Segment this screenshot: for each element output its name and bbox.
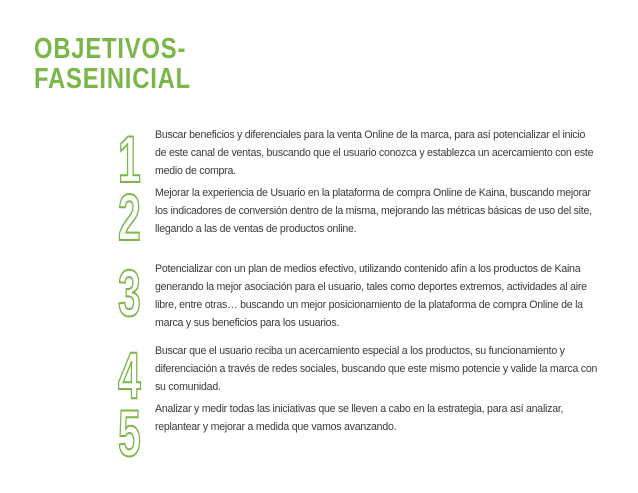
objective-number-4: 4	[118, 338, 141, 412]
objective-text-1: Buscar beneficios y diferenciales para la venta Online de la marca, para así potencializar el inicio de este canal de ventas, buscando que el usuario conozca y establezca un acercamiento con este medio de compra.	[155, 129, 594, 177]
objective-number-1: 1	[118, 122, 141, 196]
page-title	[34, 34, 191, 94]
objective-text-4: Buscar que el usuario reciba un acercamiento especial a los productos, su funcionamiento y diferenciación a través de redes sociales, buscando que este mismo potencie y valide la marca con su comunidad.	[155, 345, 598, 393]
page-title-line-2: FASEINICIAL	[34, 63, 192, 95]
objective-number-5: 5	[118, 396, 141, 470]
objective-number-2: 2	[118, 180, 141, 254]
objective-text-2: Mejorar la experiencia de Usuario en la plataforma de compra Online de Kaina, buscando mejorar los indicadores de conversión dentro de la misma, mejorando las métricas básicas de uso del site, llegando a las de ventas de productos online.	[155, 187, 592, 235]
objective-number-3: 3	[118, 256, 141, 330]
objective-text-5: Analizar y medir todas las iniciativas que se lleven a cabo en la estrategia, para así analizar, replantear y mejorar a medida que vamos avanzando.	[155, 403, 564, 433]
page-title-line-1: OBJETIVOS-	[34, 33, 187, 65]
objective-text-3: Potencializar con un plan de medios efectivo, utilizando contenido afín a los productos de Kaina generando la mejor asociación para el usuario, tales como deportes extremos, actividades al aire libre, entre otras… buscando un mejor posicionamiento de la plataforma de compra Online de la marca y sus beneficios para los usuarios.	[155, 263, 587, 329]
